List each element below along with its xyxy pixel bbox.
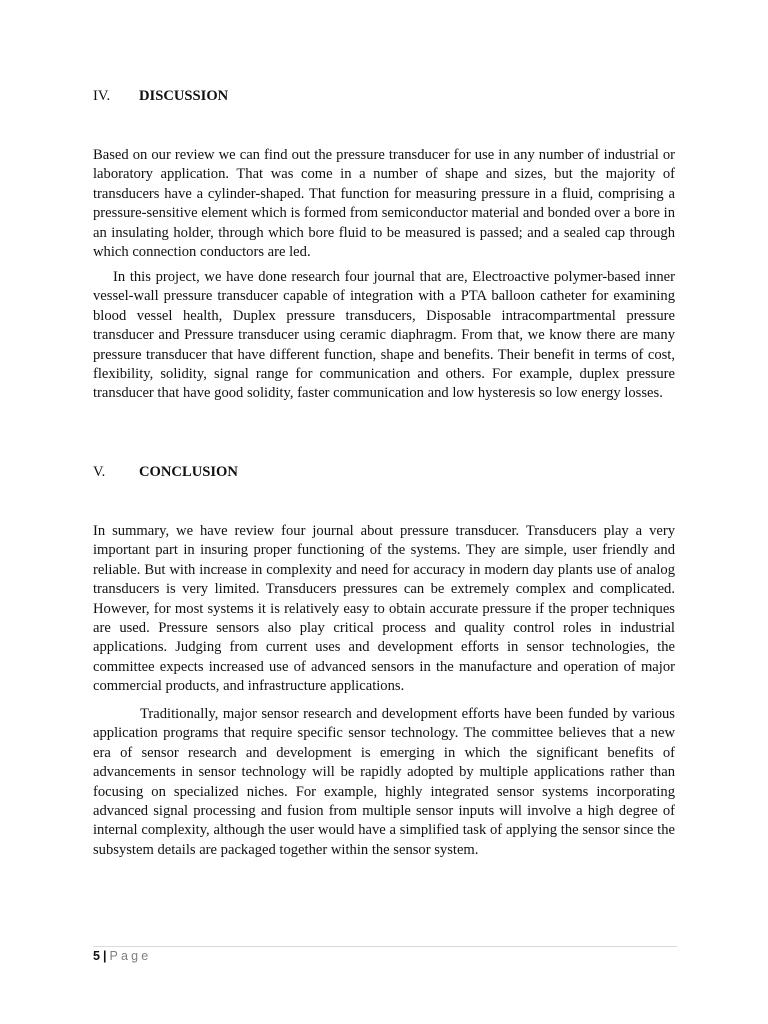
discussion-paragraph-2: In this project, we have done research four journal that are, Electroactive polymer-based inner vessel-wall pressure transducer capable of integration with a PTA balloon catheter for examining blood vessel health, Duplex pressure transducers, Disposable intracompartmental pressure transducer and Pressure transducer using ceramic diaphragm. From that, we know there are many pressure transducer that have different function, shape and benefits. Their benefit in terms of cost, flexibility, solidity, signal range for communication and others. For example, duplex pressure transducer that have good solidity, faster communication and low hysteresis so low energy losses. — [93, 269, 675, 402]
page-number: 5 — [93, 949, 100, 963]
conclusion-paragraph-2: Traditionally, major sensor research and development efforts have been funded by various application programs that require specific sensor technology. The committee believes that a new era of sensor research and development is emerging in which the significant benefits of advancements in sensor technology will be rapidly adopted by multiple applications rather than focusing on specialized niches. For example, highly integrated sensor systems incorporating advanced signal processing and fusion from multiple sensor inputs will involve a high degree of internal complexity, although the user would have a simplified task of applying the sensor since the subsystem details are packaged together within the sensor system. — [93, 706, 675, 858]
conclusion-paragraph-1: In summary, we have review four journal about pressure transducer. Transducers play a very important part in insuring proper functioning of the systems. They are simple, user friendly and reliable. But with increase in complexity and need for accuracy in modern day plants use of analog transducers is very limited. Transducers pressures can be extremely complex and complicated. However, for most systems it is relatively easy to obtain accurate pressure if the proper techniques are used. Pressure sensors also play critical process and quality control roles in industrial applications. Judging from current uses and development efforts in sensor technologies, the committee expects increased use of advanced sensors in the manufacture and operation of major commercial products, and infrastructure applications. — [93, 523, 675, 695]
page-label: Page — [109, 949, 152, 963]
footer-separator: | — [102, 949, 107, 963]
conclusion-heading — [93, 463, 238, 481]
discussion-section-number: IV. — [93, 88, 111, 104]
discussion-paragraph-1: Based on our review we can find out the pressure transducer for use in any number of industrial or laboratory application. That was come in a number of shape and sizes, but the majority of transducers have a cylinder-shaped. That function for measuring pressure in a fluid, comprising a pressure-sensitive element which is formed from semiconductor material and bonded over a bore in an insulating holder, through which bore fluid to be measured is passed; and a sealed cap through which connection conductors are led. — [93, 147, 675, 261]
discussion-heading — [93, 87, 228, 105]
page-footer — [93, 948, 151, 964]
conclusion-section-number: V. — [93, 464, 106, 480]
discussion-section-title: DISCUSSION — [139, 88, 229, 104]
conclusion-section-title: CONCLUSION — [139, 464, 238, 480]
footer-divider — [93, 946, 677, 947]
